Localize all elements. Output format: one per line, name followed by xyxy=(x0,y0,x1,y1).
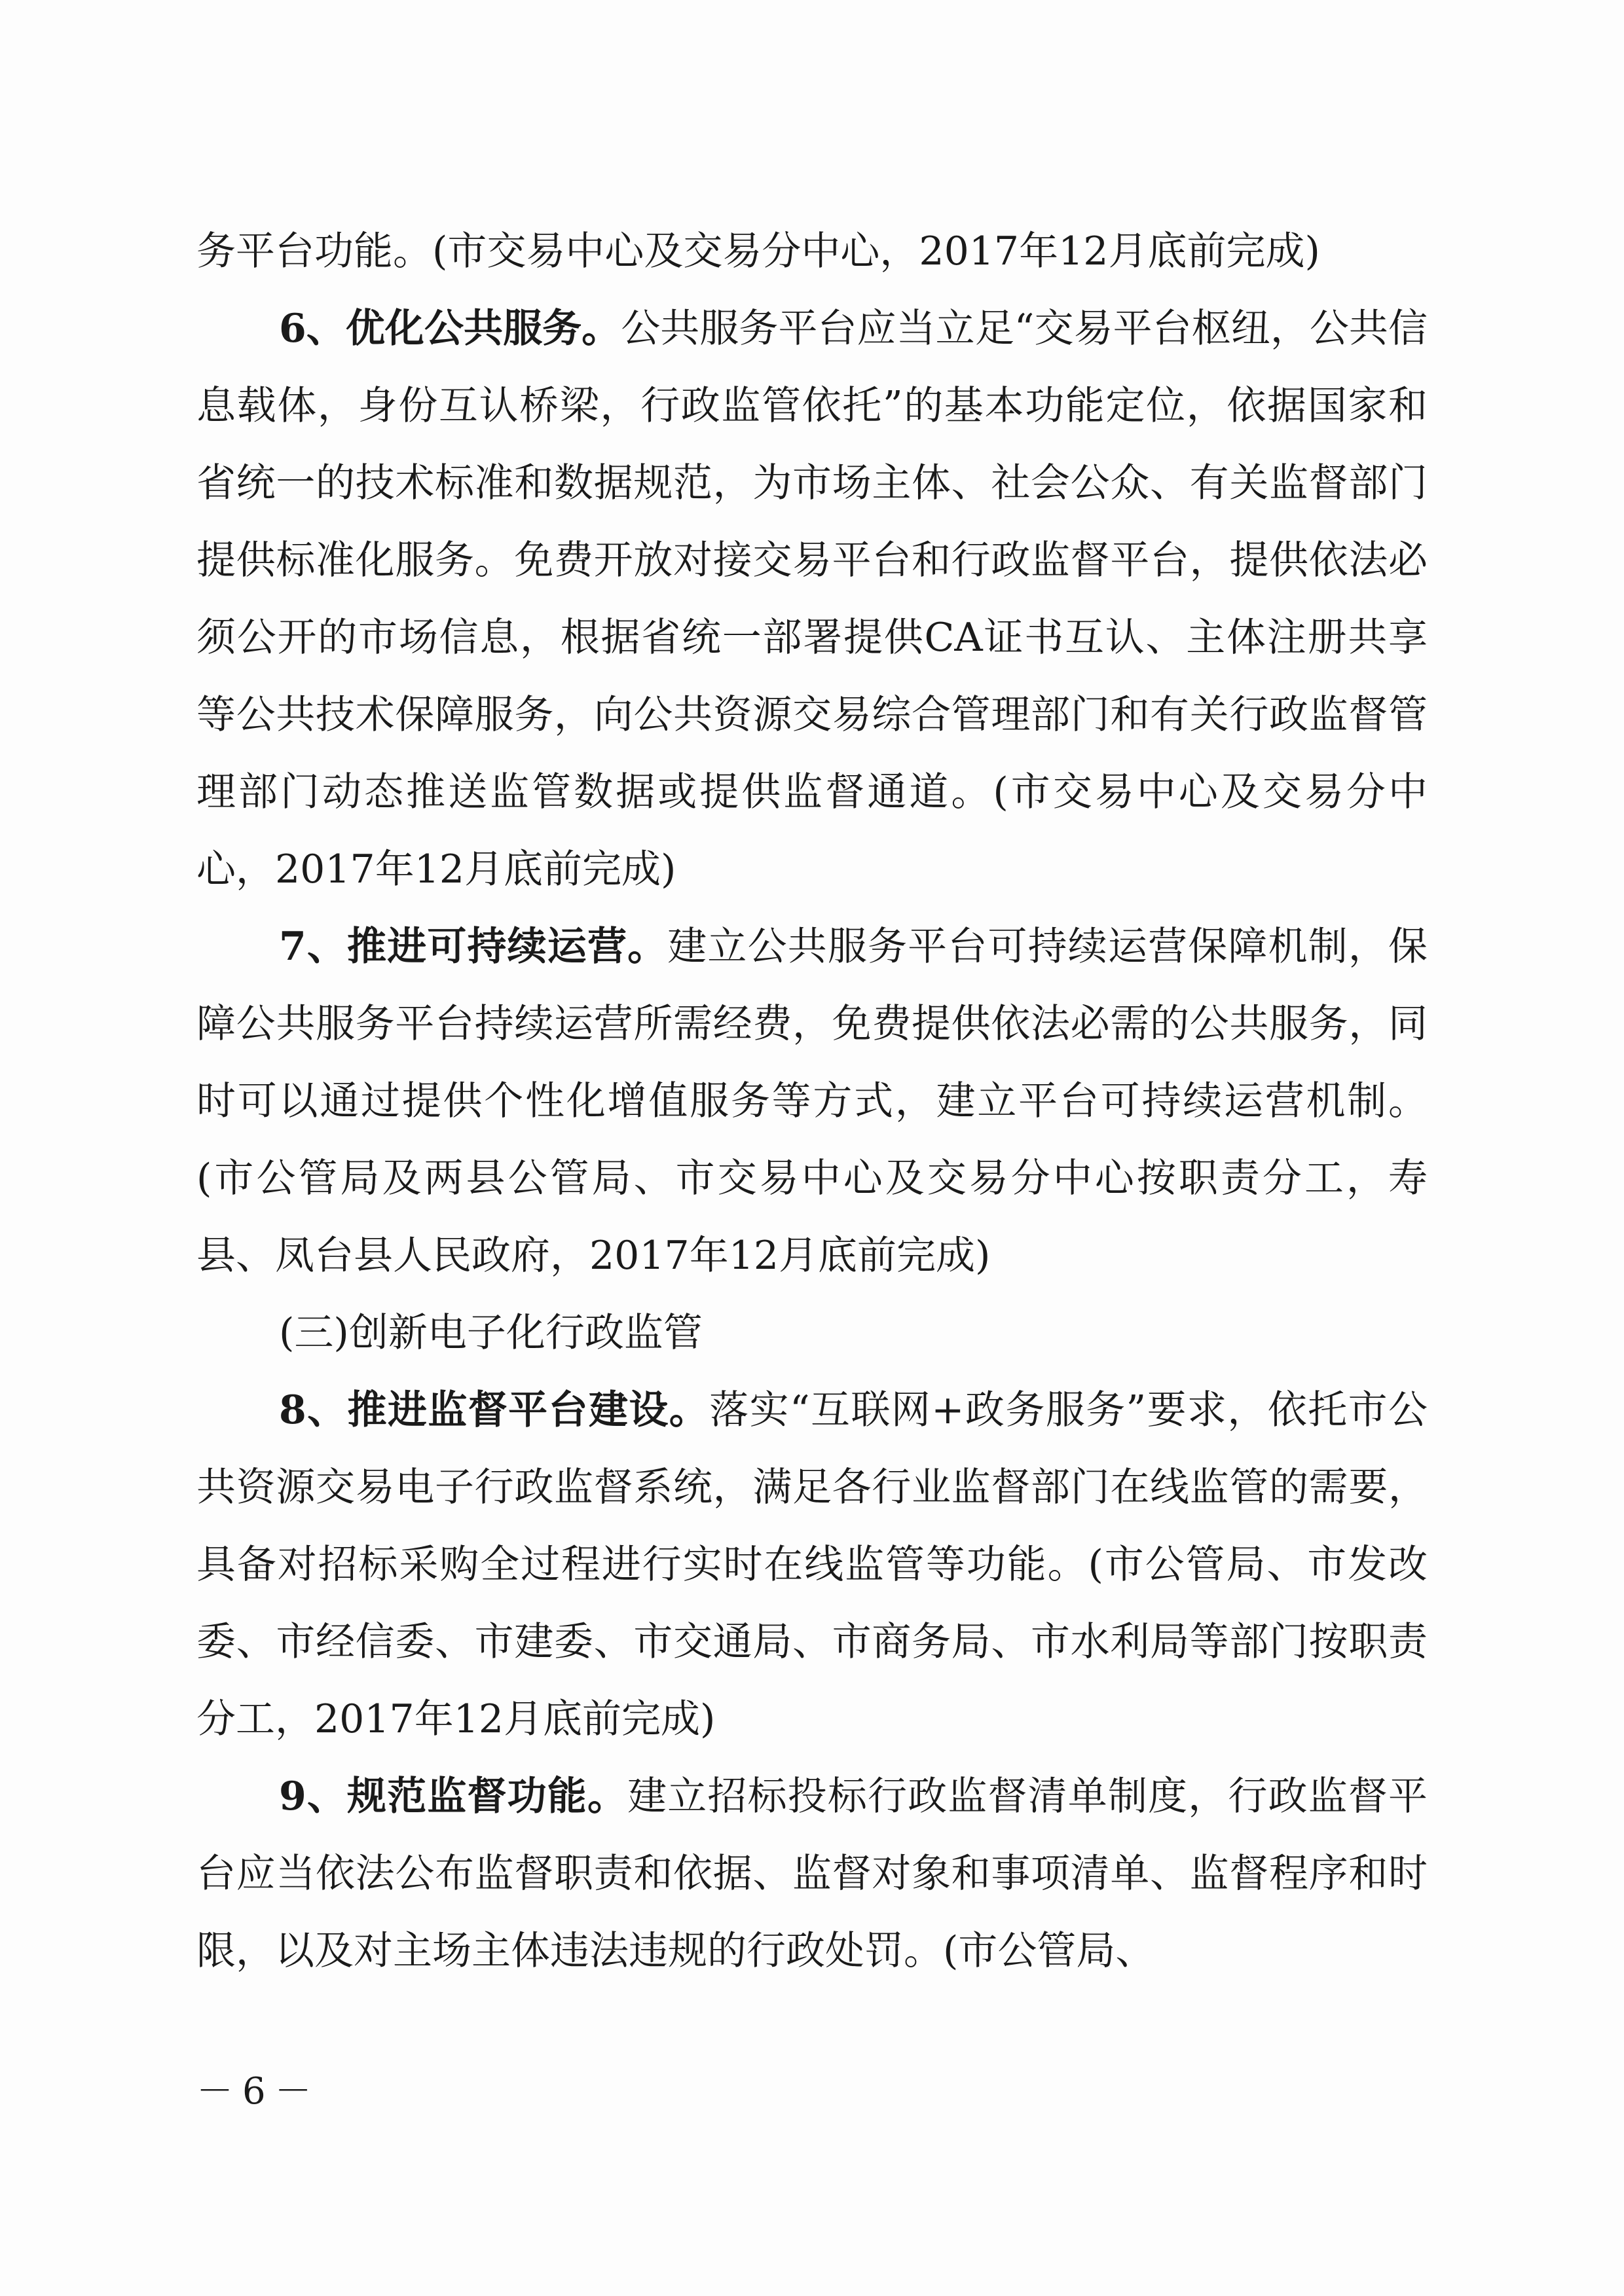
paragraph-6-body: 公共服务平台应当立足“交易平台枢纽，公共信息载体，身份互认桥梁，行政监管依托”的基本功能定位，依据国家和省统一的技术标准和数据规范，为市场主体、社会公众、有关监督部门提供标准化服务。免费开放对接交易平台和行政监督平台，提供依法必须公开的市场信息，根据省统一部署提供CA证书互认、主体注册共享等公共技术保障服务，向公共资源交易综合管理部门和有关行政监督管理部门动态推送监管数据或提供监督通道。(市交易中心及交易分中心，2017年12月底前完成) xyxy=(196,306,1428,892)
paragraph-8 xyxy=(196,1372,1428,1758)
paragraph-8-body: 落实“互联网+政务服务”要求，依托市公共资源交易电子行政监督系统，满足各行业监督部门在线监管的需要，具备对招标采购全过程进行实时在线监管等功能。(市公管局、市发改委、市经信委、市建委、市交通局、市商务局、市水利局等部门按职责分工，2017年12月底前完成) xyxy=(196,1387,1428,1742)
paragraph-continuation: 务平台功能。(市交易中心及交易分中心，2017年12月底前完成) xyxy=(196,228,1320,274)
paragraph-7-heading: 7、推进可持续运营。 xyxy=(279,924,668,970)
page-number: －6－ xyxy=(196,2070,321,2113)
section-heading-3: (三)创新电子化行政监管 xyxy=(279,1310,703,1356)
paragraph-8-heading: 8、推进监督平台建设。 xyxy=(279,1387,710,1433)
paragraph-9 xyxy=(196,1758,1428,1990)
paragraph-7-body: 建立公共服务平台可持续运营保障机制，保障公共服务平台持续运营所需经费，免费提供依法必需的公共服务，同时可以通过提供个性化增值服务等方式，建立平台可持续运营机制。(市公管局及两县公管局、市交易中心及交易分中心按职责分工，寿县、凤台县人民政府，2017年12月底前完成) xyxy=(196,924,1428,1279)
paragraph-9-body: 建立招标投标行政监督清单制度，行政监督平台应当依法公布监督职责和依据、监督对象和事项清单、监督程序和时限，以及对主场主体违法违规的行政处罚。(市公管局、 xyxy=(196,1774,1428,1974)
body-text xyxy=(196,213,1428,1990)
paragraph-6-heading: 6、优化公共服务。 xyxy=(279,306,621,352)
paragraph-9-heading: 9、规范监督功能。 xyxy=(279,1774,628,1819)
paragraph-6 xyxy=(196,290,1428,908)
paragraph-7 xyxy=(196,908,1428,1294)
